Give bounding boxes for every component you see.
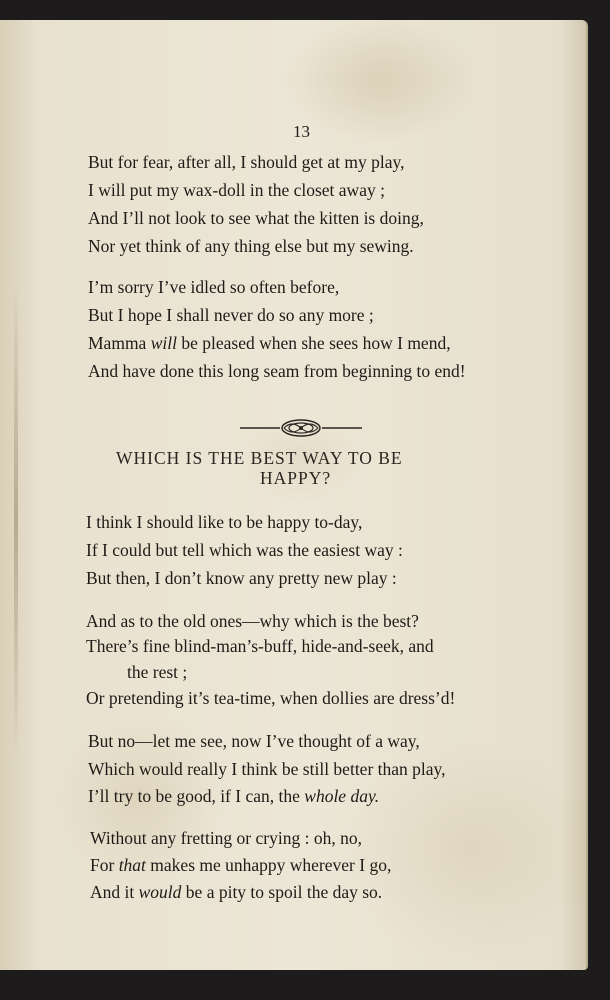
emphasis-text: will bbox=[150, 333, 177, 353]
poem-line bbox=[90, 855, 391, 876]
emphasis-text: would bbox=[138, 882, 182, 902]
poem-line: If I could but tell which was the easiest way : bbox=[86, 540, 403, 560]
poem-line: But no—let me see, now I’ve thought of a way, bbox=[88, 731, 420, 751]
poem-line: Or pretending it’s tea-time, when dollies are dress’d! bbox=[86, 688, 456, 708]
poem-line: Without any fretting or crying : oh, no, bbox=[90, 828, 362, 848]
poem-text: be pleased when she sees how I mend, bbox=[176, 333, 451, 353]
poem-text: I’ll try to be good, if I can, the bbox=[88, 786, 305, 806]
emphasis-text: that bbox=[118, 855, 146, 875]
poem-text: For bbox=[90, 855, 119, 875]
poem-line: Nor yet think of any thing else but my sewing. bbox=[88, 236, 414, 256]
poem-line bbox=[90, 882, 382, 903]
emphasis-text: whole day. bbox=[304, 786, 380, 806]
poem-text: Mamma bbox=[88, 333, 151, 353]
poem-line: And have done this long seam from beginning to end! bbox=[88, 361, 466, 381]
ornament-divider-icon bbox=[240, 417, 362, 439]
poem-line bbox=[88, 333, 451, 354]
poem-title-line-1: WHICH IS THE BEST WAY TO BE bbox=[116, 448, 403, 468]
poem-line: But then, I don’t know any pretty new play : bbox=[86, 568, 397, 588]
poem-line: Which would really I think be still better than play, bbox=[88, 759, 446, 779]
poem-line: There’s fine blind-man’s-buff, hide-and-seek, and bbox=[86, 636, 434, 656]
book-page bbox=[0, 20, 588, 970]
poem-text: makes me unhappy wherever I go, bbox=[145, 855, 392, 875]
poem-line: the rest ; bbox=[127, 662, 188, 682]
poem-line: And as to the old ones—why which is the best? bbox=[86, 611, 419, 631]
poem-line bbox=[88, 786, 379, 807]
poem-line: I think I should like to be happy to-day, bbox=[86, 512, 363, 532]
poem-line: I will put my wax-doll in the closet away ; bbox=[88, 180, 385, 200]
poem-line: But I hope I shall never do so any more ; bbox=[88, 305, 374, 325]
poem-line: I’m sorry I’ve idled so often before, bbox=[88, 277, 340, 297]
poem-text: And it bbox=[90, 882, 139, 902]
page-number: 13 bbox=[293, 122, 310, 141]
poem-line: But for fear, after all, I should get at my play, bbox=[88, 152, 405, 172]
page-binding-shadow bbox=[14, 280, 18, 760]
poem-title-line-2: HAPPY? bbox=[260, 468, 332, 488]
poem-line: And I’ll not look to see what the kitten is doing, bbox=[88, 208, 424, 228]
poem-text: be a pity to spoil the day so. bbox=[181, 882, 383, 902]
